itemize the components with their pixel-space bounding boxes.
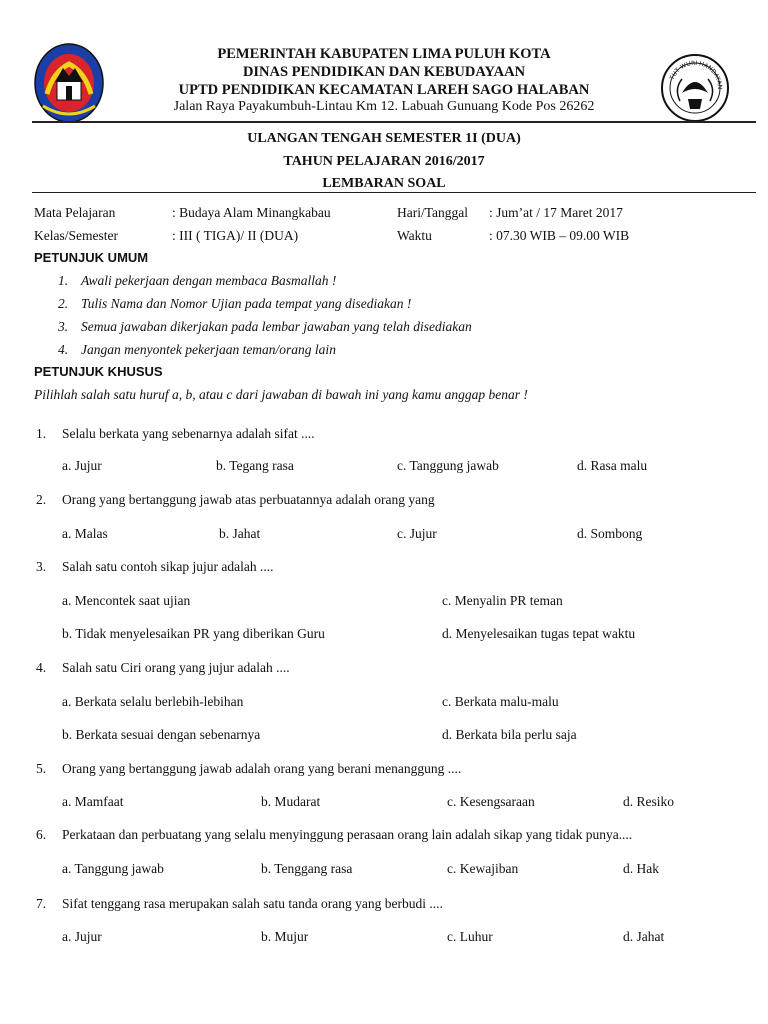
title-divider xyxy=(32,192,756,193)
question-text: Sifat tenggang rasa merupakan salah satu tanda orang yang berbudi .... xyxy=(62,896,443,911)
answer-option: b. Jahat xyxy=(219,526,261,541)
general-item-number: 2. xyxy=(58,296,69,311)
special-instructions-text: Pilihlah salah satu huruf a, b, atau c dari jawaban di bawah ini yang kamu anggap benar ! xyxy=(34,387,528,402)
answer-option: b. Mudarat xyxy=(261,794,321,809)
answer-option: c. Luhur xyxy=(447,929,493,944)
exam-year: TAHUN PELAJARAN 2016/2017 xyxy=(283,154,485,169)
general-item-number: 4. xyxy=(58,342,69,357)
subject-value: : Budaya Alam Minangkabau xyxy=(172,205,331,220)
exam-sheet-title: LEMBARAN SOAL xyxy=(322,176,446,191)
answer-option: d. Resiko xyxy=(623,794,675,809)
general-item-text: Semua jawaban dikerjakan pada lembar jawaban yang telah disediakan xyxy=(81,319,472,334)
logo-motto-text: TUT WURI HANDAYAN xyxy=(668,59,724,90)
time-label: Waktu xyxy=(397,228,432,243)
answer-option: a. Tanggung jawab xyxy=(62,861,164,876)
answer-option: c. Berkata malu-malu xyxy=(442,694,559,709)
answer-option: d. Jahat xyxy=(623,929,665,944)
question-number: 3. xyxy=(36,559,47,574)
question-number: 6. xyxy=(36,827,47,842)
answer-option: a. Mamfaat xyxy=(62,794,124,809)
answer-option: b. Tenggang rasa xyxy=(261,861,353,876)
class-label: Kelas/Semester xyxy=(34,228,118,243)
time-value: : 07.30 WIB – 09.00 WIB xyxy=(489,228,630,243)
answer-option: c. Menyalin PR teman xyxy=(442,593,563,608)
question-text: Salah satu Ciri orang yang jujur adalah .... xyxy=(62,660,290,675)
answer-option: a. Mencontek saat ujian xyxy=(62,593,191,608)
question-text: Orang yang bertanggung jawab adalah orang yang berani menanggung .... xyxy=(62,761,462,776)
question-text: Orang yang bertanggung jawab atas perbuatannya adalah orang yang xyxy=(62,492,435,507)
question-number: 5. xyxy=(36,761,47,776)
answer-option: d. Hak xyxy=(623,861,659,876)
question-number: 1. xyxy=(36,426,47,441)
letterhead-office-line: UPTD PENDIDIKAN KECAMATAN LAREH SAGO HALABAN xyxy=(178,82,590,98)
question-text: Selalu berkata yang sebenarnya adalah sifat .... xyxy=(62,426,315,441)
question-number: 7. xyxy=(36,896,47,911)
question-text: Salah satu contoh sikap jujur adalah .... xyxy=(62,559,274,574)
special-instructions-heading: PETUNJUK KHUSUS xyxy=(34,364,163,379)
letterhead-divider xyxy=(32,121,756,123)
answer-option: d. Sombong xyxy=(577,526,643,541)
answer-option: a. Berkata selalu berlebih-lebihan xyxy=(62,694,244,709)
letterhead-department-line: DINAS PENDIDIKAN DAN KEBUDAYAAN xyxy=(242,64,526,80)
class-value: : III ( TIGA)/ II (DUA) xyxy=(172,228,299,243)
answer-option: b. Tidak menyelesaikan PR yang diberikan Guru xyxy=(62,626,325,641)
tut-wuri-handayani-logo xyxy=(660,53,730,123)
general-item-number: 1. xyxy=(58,273,69,288)
general-item-text: Awali pekerjaan dengan membaca Basmallah ! xyxy=(81,273,337,288)
general-item-text: Jangan menyontek pekerjaan teman/orang lain xyxy=(81,342,336,357)
answer-option: b. Tegang rasa xyxy=(216,458,294,473)
answer-option: b. Mujur xyxy=(261,929,309,944)
question-number: 4. xyxy=(36,660,47,675)
answer-option: d. Menyelesaikan tugas tepat waktu xyxy=(442,626,636,641)
answer-option: c. Jujur xyxy=(397,526,437,541)
day-value: : Jum’at / 17 Maret 2017 xyxy=(489,205,623,220)
answer-option: d. Rasa malu xyxy=(577,458,648,473)
answer-option: c. Kewajiban xyxy=(447,861,519,876)
general-item-number: 3. xyxy=(58,319,69,334)
answer-option: b. Berkata sesuai dengan sebenarnya xyxy=(62,727,261,742)
answer-option: c. Tanggung jawab xyxy=(397,458,499,473)
letterhead-address: Jalan Raya Payakumbuh-Lintau Km 12. Labuah Gunuang Kode Pos 26262 xyxy=(173,99,595,114)
answer-option: d. Berkata bila perlu saja xyxy=(442,727,577,742)
subject-label: Mata Pelajaran xyxy=(34,205,116,220)
answer-option: a. Malas xyxy=(62,526,108,541)
question-text: Perkataan dan perbuatang yang selalu menyinggung perasaan orang lain adalah sikap yang tidak punya.... xyxy=(62,827,633,842)
exam-title: ULANGAN TENGAH SEMESTER 1I (DUA) xyxy=(247,131,521,146)
question-number: 2. xyxy=(36,492,47,507)
answer-option: c. Kesengsaraan xyxy=(447,794,535,809)
day-label: Hari/Tanggal xyxy=(397,205,469,220)
general-instructions-heading: PETUNJUK UMUM xyxy=(34,250,149,265)
answer-option: a. Jujur xyxy=(62,929,102,944)
answer-option: a. Jujur xyxy=(62,458,102,473)
general-item-text: Tulis Nama dan Nomor Ujian pada tempat yang disediakan ! xyxy=(81,296,412,311)
letterhead-government-line: PEMERINTAH KABUPATEN LIMA PULUH KOTA xyxy=(217,46,551,62)
